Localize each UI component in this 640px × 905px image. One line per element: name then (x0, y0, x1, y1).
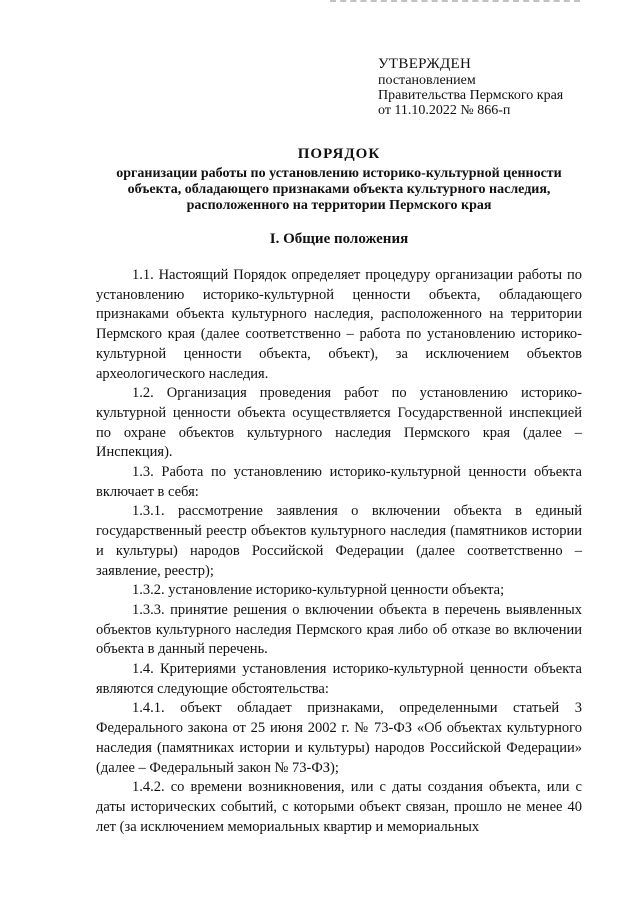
paragraph-1-4-2: 1.4.2. со времени возникновения, или с даты создания объекта, или с даты исторических событий, с которыми объект связан, прошло не менее 40 лет (за исключением мемориальных квартир и мемориальных (96, 779, 582, 835)
approval-line-1: постановлением (378, 73, 476, 88)
subtitle-line-2: объекта, обладающего признаками объекта культурного наследия, (127, 182, 551, 197)
approval-line-3: от 11.10.2022 № 866-п (378, 103, 511, 118)
subtitle-line-1: организации работы по установлению историко-культурной ценности (116, 166, 562, 181)
paragraph-1-3-2: 1.3.2. установление историко-культурной ценности объекта; (132, 582, 505, 599)
scan-top-marks (330, 0, 580, 5)
document-title: ПОРЯДОК (297, 146, 381, 162)
paragraph-1-3-1: 1.3.1. рассмотрение заявления о включении объекта в единый государственный реестр объектов культурного наследия (памятников истории и культуры) народов Российской Федерации (далее соответственно – заявление, реестр); (96, 503, 582, 579)
section-heading: I. Общие положения (269, 231, 409, 247)
approval-line-2: Правительства Пермского края (378, 88, 564, 103)
subtitle-line-3: расположенного на территории Пермского края (186, 198, 492, 213)
approval-stamp (378, 56, 563, 118)
paragraph-1-4-1: 1.4.1. объект обладает признаками, определенными статьей 3 Федерального закона от 25 июня 2002 г. № 73-ФЗ «Об объектах культурного наследия (памятниках истории и культуры) народов Российской Федерации» (далее – Федеральный закон № 73-ФЗ); (96, 700, 582, 776)
document-body (96, 266, 582, 837)
document-subtitle (96, 166, 582, 214)
paragraph-1-3: 1.3. Работа по установлению историко-культурной ценности объекта включает в себя: (96, 464, 582, 500)
paragraph-1-2: 1.2. Организация проведения работ по установлению историко-культурной ценности объекта осуществляется Государственной инспекцией по охране объектов культурного наследия Пермского края (далее – Инспекция). (96, 385, 582, 461)
paragraph-1-1: 1.1. Настоящий Порядок определяет процедуру организации работы по установлению историко-культурной ценности объекта, обладающего признаками объекта культурного наследия, расположенного на территории Пермского края (далее соответственно – работа по установлению историко-культурной ценности объекта, объект), за исключением объектов археологического наследия. (96, 267, 582, 382)
paragraph-1-3-3: 1.3.3. принятие решения о включении объекта в перечень выявленных объектов культурного наследия Пермского края либо об отказе во включении объекта в данный перечень. (96, 601, 582, 658)
approval-heading: УТВЕРЖДЕН (378, 56, 472, 72)
paragraph-1-4: 1.4. Критериями установления историко-культурной ценности объекта являются следующие обстоятельства: (96, 661, 582, 697)
